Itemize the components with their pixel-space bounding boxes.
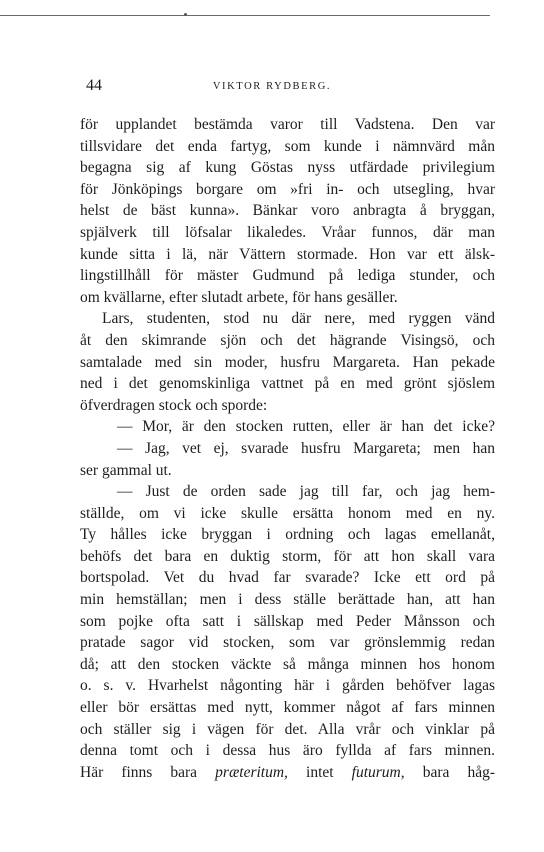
text-line: samtalade med sin moder, husfru Margareta. Han pekade	[80, 353, 495, 371]
text-line: begagna sig af kung Göstas nyss utfärdade privilegium	[80, 159, 495, 177]
text-line: helst de bäst kunna». Bänkar voro anbragta å bryggan,	[80, 202, 495, 220]
text-line: kunde sitta i lä, när Vättern stormade. Hon var ett älsk-	[80, 245, 495, 263]
text-line: pratade sagor vid stocken, som var grönslemmig redan	[80, 634, 495, 652]
text-line: om kvällarne, efter slutadt arbete, för hans gesäller.	[80, 288, 398, 306]
dialogue-line: — Jag, vet ej, svarade husfru Margareta; men han	[117, 439, 495, 457]
body-text	[80, 114, 495, 783]
page-number: 44	[86, 77, 102, 94]
text-line: öfverdragen stock och sporde:	[80, 396, 268, 414]
running-head: VIKTOR RYDBERG.	[212, 81, 332, 92]
text-line: o. s. v. Hvarhelst någonting här i gården behöfver lagas	[80, 677, 495, 695]
text-line: då; att den stocken väckte så många minnen hos honom	[80, 655, 495, 673]
text-line: denna tomt och i dessa hus äro fyllda af fars minnen.	[80, 742, 495, 760]
dialogue-line: — Mor, är den stocken rutten, eller är han det icke?	[117, 418, 495, 436]
text-line: Ty hålles icke bryggan i ordning och lagas emellanåt,	[80, 526, 495, 544]
text-line: ser gammal ut.	[80, 461, 172, 479]
italic-term: futurum,	[351, 763, 405, 781]
text-line: bortspolad. Vet du hvad far svarade? Icke ett ord på	[80, 569, 495, 587]
text-segment: intet	[287, 763, 352, 781]
text-line: för upplandet bestämda varor till Vadstena. Den var	[80, 116, 495, 133]
text-line: åt den skimrande sjön och det hägrande Visingsö, och	[80, 331, 495, 349]
text-line: tillsvidare det enda fartyg, som kunde i nämnvärd mån	[80, 137, 495, 155]
text-line: spjälverk till löfsalar likaledes. Vråar funnos, där man	[80, 223, 495, 241]
text-line: för Jönköpings borgare om »fri in- och utsegling, hvar	[80, 180, 495, 198]
text-segment: bara håg-	[404, 763, 495, 781]
text-line: behöfs det bara en duktig storm, för att hon skall vara	[80, 547, 495, 565]
top-rule-mark	[184, 13, 187, 16]
text-line: min hemställan; men i dess ställe berättade han, att han	[80, 591, 495, 609]
text-line: ned i det genomskinliga vattnet på en med grönt sjöslem	[80, 375, 495, 393]
text-line: lingstillhåll för mäster Gudmund på lediga stunder, och	[80, 267, 495, 285]
text-segment: Här finns bara	[80, 763, 216, 781]
text-line: som pojke ofta satt i sällskap med Peder Månsson och	[80, 612, 495, 630]
text-line-final	[80, 762, 495, 784]
top-rule	[0, 15, 490, 16]
text-line: Lars, studenten, stod nu där nere, med ryggen vänd	[102, 310, 495, 328]
text-line: och ställer sig i vägen för det. Alla vrår och vinklar på	[80, 720, 495, 738]
text-line: ställde, om vi icke skulle ersätta honom med en ny.	[80, 504, 495, 522]
dialogue-line: — Just de orden sade jag till far, och jag hem-	[117, 483, 495, 501]
italic-term: præteritum,	[215, 763, 288, 781]
text-line: eller bör ersättas med nytt, kommer något af fars minnen	[80, 699, 495, 717]
